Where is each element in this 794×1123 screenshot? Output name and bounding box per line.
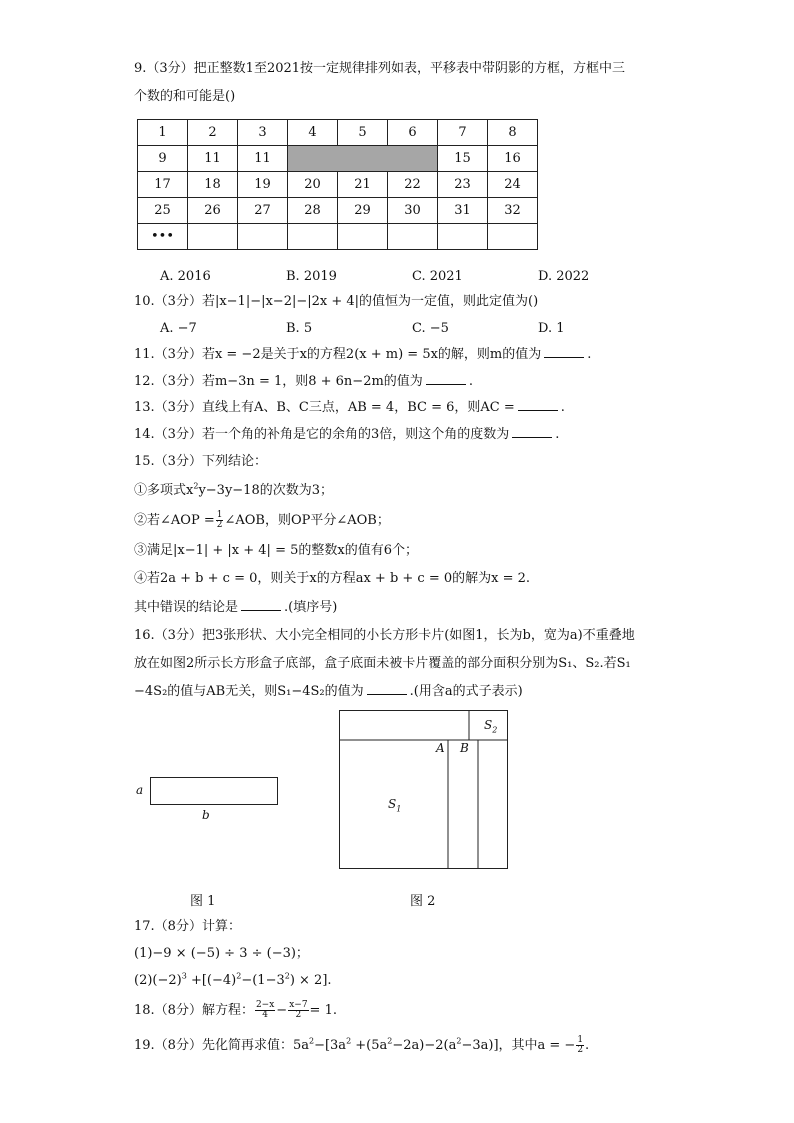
figure2-label-s2 bbox=[484, 718, 498, 735]
q11-text: 11.（3分）若x = −2是关于x的方程2(x + m) = 5x的解，则m的值为 bbox=[134, 347, 542, 362]
figure2-box bbox=[340, 711, 508, 869]
table-cell bbox=[438, 224, 488, 250]
q17-p2-b: +[(−4) bbox=[186, 973, 237, 988]
q12-answer-blank[interactable] bbox=[426, 372, 466, 385]
q19-e: −3a)]，其中a = − bbox=[461, 1038, 576, 1053]
table-cell: 4 bbox=[288, 120, 338, 146]
table-cell bbox=[188, 224, 238, 250]
q14-text: 14.（3分）若一个角的补角是它的余角的3倍，则这个角的度数为 bbox=[134, 427, 510, 442]
table-cell bbox=[388, 224, 438, 250]
q15-c2-denominator: 2 bbox=[216, 520, 223, 530]
q18-f1-numerator: 2−x bbox=[255, 1000, 275, 1010]
q15-c1-exponent: 2 bbox=[193, 481, 199, 491]
q15-conclusion-2 bbox=[134, 511, 390, 530]
q15-end-suffix: .(填序号) bbox=[284, 600, 338, 615]
q10-option-b[interactable]: B. 5 bbox=[286, 321, 313, 336]
table-cell bbox=[488, 224, 538, 250]
table-row bbox=[138, 224, 538, 250]
table-cell: 9 bbox=[138, 146, 188, 172]
q17-p2-exp1: 3 bbox=[181, 971, 187, 981]
q10-option-a[interactable]: A. −7 bbox=[160, 321, 197, 336]
figure2-diagram bbox=[338, 709, 510, 871]
table-cell: 26 bbox=[188, 198, 238, 224]
figure1-label-b: b bbox=[202, 808, 210, 822]
table-cell: 27 bbox=[238, 198, 288, 224]
q15-c2-text-a: ②若∠AOP = bbox=[134, 513, 215, 528]
q16-line1: 16.（3分）把3张形状、大小完全相同的小长方形卡片(如图1，长为b，宽为a)不重叠地 bbox=[134, 628, 635, 643]
table-cell: 22 bbox=[388, 172, 438, 198]
q18-text: 18.（8分）解方程： bbox=[134, 1003, 254, 1018]
q16-line3-text: −4S₂的值与AB无关，则S₁−4S₂的值为 bbox=[134, 684, 364, 699]
q16-line3 bbox=[134, 682, 523, 701]
q15-c2-fraction bbox=[216, 511, 224, 530]
table-cell: ••• bbox=[138, 224, 188, 250]
figure2-s2-subscript: 2 bbox=[492, 725, 498, 735]
table-cell: 17 bbox=[138, 172, 188, 198]
q19-exp1: 2 bbox=[308, 1036, 315, 1046]
figure2-label-b: B bbox=[460, 741, 469, 755]
table-cell: 2 bbox=[188, 120, 238, 146]
q15-conclusion-3: ③满足|x−1| + |x + 4| = 5的整数x的值有6个； bbox=[134, 543, 418, 558]
table-row bbox=[138, 120, 538, 146]
table-cell: 31 bbox=[438, 198, 488, 224]
table-cell: 16 bbox=[488, 146, 538, 172]
table-cell: 32 bbox=[488, 198, 538, 224]
q18-end: = 1. bbox=[309, 1003, 337, 1018]
q15-c2-numerator: 1 bbox=[216, 510, 223, 520]
table-cell bbox=[338, 224, 388, 250]
figure2-caption: 图 2 bbox=[410, 894, 436, 909]
figure1-card bbox=[150, 777, 278, 805]
q19-expression bbox=[134, 1036, 589, 1055]
q17-p2-a: (2)(−2) bbox=[134, 973, 182, 988]
q18-fraction2 bbox=[288, 1001, 308, 1020]
q17-stem: 17.（8分）计算： bbox=[134, 919, 241, 934]
q9-option-c[interactable]: C. 2021 bbox=[412, 269, 463, 284]
q19-d: −2a)−2(a bbox=[392, 1038, 457, 1053]
q16-line3-suffix: .(用含a的式子表示) bbox=[409, 684, 523, 699]
figure2-s1-letter: S bbox=[388, 797, 397, 811]
q19-end: . bbox=[585, 1038, 590, 1053]
q12-text: 12.（3分）若m−3n = 1，则8 + 6n−2m的值为 bbox=[134, 374, 423, 389]
q15-c2-text-b: ∠AOB，则OP平分∠AOB； bbox=[224, 513, 390, 528]
table-cell: 20 bbox=[288, 172, 338, 198]
q17-part2 bbox=[134, 972, 332, 990]
q10-option-d[interactable]: D. 1 bbox=[538, 321, 565, 336]
figure1-label-a: a bbox=[136, 783, 144, 797]
q15-end-text: 其中错误的结论是 bbox=[134, 600, 239, 615]
table-cell: 8 bbox=[488, 120, 538, 146]
table-cell: 30 bbox=[388, 198, 438, 224]
q19-denominator: 2 bbox=[577, 1045, 584, 1055]
q9-number-table bbox=[137, 119, 538, 250]
table-cell: 18 bbox=[188, 172, 238, 198]
q18-equation bbox=[134, 1001, 337, 1020]
q13-end: . bbox=[560, 400, 565, 415]
q17-p2-exp3: 2 bbox=[284, 971, 290, 981]
q15-conclusion-1 bbox=[134, 482, 333, 500]
q18-fraction1 bbox=[255, 1001, 275, 1020]
table-cell: 23 bbox=[438, 172, 488, 198]
figure2-s1-subscript: 1 bbox=[396, 804, 402, 814]
q13-answer-blank[interactable] bbox=[518, 398, 558, 411]
table-cell: 29 bbox=[338, 198, 388, 224]
q19-exp2: 2 bbox=[346, 1036, 352, 1046]
q19-exp3: 2 bbox=[387, 1036, 393, 1046]
q16-answer-blank[interactable] bbox=[367, 682, 407, 695]
q19-numerator: 1 bbox=[577, 1035, 584, 1045]
q13 bbox=[134, 398, 565, 417]
q12-end: . bbox=[468, 374, 473, 389]
q10-stem: 10.（3分）若|x−1|−|x−2|−|2x + 4|的值恒为一定值，则此定值为() bbox=[134, 294, 539, 309]
table-row bbox=[138, 198, 538, 224]
q9-line2: 个数的和可能是() bbox=[134, 89, 236, 104]
q19-b: −[3a bbox=[314, 1038, 347, 1053]
q15-c1-text-b: y−3y−18的次数为3； bbox=[198, 483, 333, 498]
q14 bbox=[134, 425, 559, 444]
q14-end: . bbox=[555, 427, 560, 442]
table-cell bbox=[238, 224, 288, 250]
q19-fraction bbox=[576, 1036, 584, 1055]
table-cell: 25 bbox=[138, 198, 188, 224]
table-cell: 11 bbox=[238, 146, 288, 172]
q11-end: . bbox=[587, 347, 592, 362]
q11-answer-blank[interactable] bbox=[544, 345, 584, 358]
table-row bbox=[138, 146, 538, 172]
table-cell: 21 bbox=[338, 172, 388, 198]
q13-text: 13.（3分）直线上有A、B、C三点，AB = 4，BC = 6，则AC = bbox=[134, 400, 515, 415]
q10-option-c[interactable]: C. −5 bbox=[412, 321, 449, 336]
table-cell: 11 bbox=[188, 146, 238, 172]
table-cell: 3 bbox=[238, 120, 288, 146]
q11 bbox=[134, 345, 591, 364]
q18-f1-denominator: 4 bbox=[262, 1010, 268, 1020]
figure2-label-a: A bbox=[436, 741, 445, 755]
q15-conclusion-4: ④若2a + b + c = 0，则关于x的方程ax + b + c = 0的解为x = 2. bbox=[134, 571, 531, 586]
q16-line2: 放在如图2所示长方形盒子底部，盒子底面未被卡片覆盖的部分面积分别为S₁、S₂.若S₁ bbox=[134, 656, 631, 671]
table-cell bbox=[288, 224, 338, 250]
figure1-caption: 图 1 bbox=[190, 894, 216, 909]
q15-answer-blank[interactable] bbox=[241, 598, 281, 611]
q17-p2-c: −(1−3 bbox=[241, 973, 285, 988]
table-cell: 7 bbox=[438, 120, 488, 146]
q17-p2-exp2: 2 bbox=[236, 971, 242, 981]
table-cell: 24 bbox=[488, 172, 538, 198]
q17-part1: (1)−9 × (−5) ÷ 3 ÷ (−3)； bbox=[134, 946, 309, 961]
q14-answer-blank[interactable] bbox=[512, 425, 552, 438]
table-row bbox=[138, 172, 538, 198]
table-cell: 15 bbox=[438, 146, 488, 172]
figure2-label-s1 bbox=[388, 797, 402, 814]
q9-option-b[interactable]: B. 2019 bbox=[286, 269, 337, 284]
table-cell: 1 bbox=[138, 120, 188, 146]
q18-f2-numerator: x−7 bbox=[289, 1000, 308, 1010]
table-cell: 28 bbox=[288, 198, 338, 224]
q17-p2-d: ) × 2]. bbox=[289, 973, 332, 988]
figure2-s2-letter: S bbox=[484, 718, 493, 732]
q9-option-a[interactable]: A. 2016 bbox=[160, 269, 211, 284]
q18-minus: − bbox=[276, 1003, 288, 1018]
table-cell: 5 bbox=[338, 120, 388, 146]
q19-a: 19.（8分）先化简再求值：5a bbox=[134, 1038, 309, 1053]
q18-f2-denominator: 2 bbox=[295, 1010, 302, 1020]
q15-c1-text-a: ①多项式x bbox=[134, 483, 194, 498]
q9-line1: 9.（3分）把正整数1至2021按一定规律排列如表，平移表中带阴影的方框，方框中三 bbox=[134, 61, 626, 76]
shaded-box[interactable] bbox=[288, 146, 438, 172]
table-cell: 19 bbox=[238, 172, 288, 198]
q15-stem: 15.（3分）下列结论： bbox=[134, 454, 267, 469]
q19-c: +(5a bbox=[351, 1038, 388, 1053]
q9-option-d[interactable]: D. 2022 bbox=[538, 269, 590, 284]
q12 bbox=[134, 372, 473, 391]
q15-end bbox=[134, 598, 337, 617]
table-cell: 6 bbox=[388, 120, 438, 146]
q19-exp4: 2 bbox=[456, 1036, 462, 1046]
